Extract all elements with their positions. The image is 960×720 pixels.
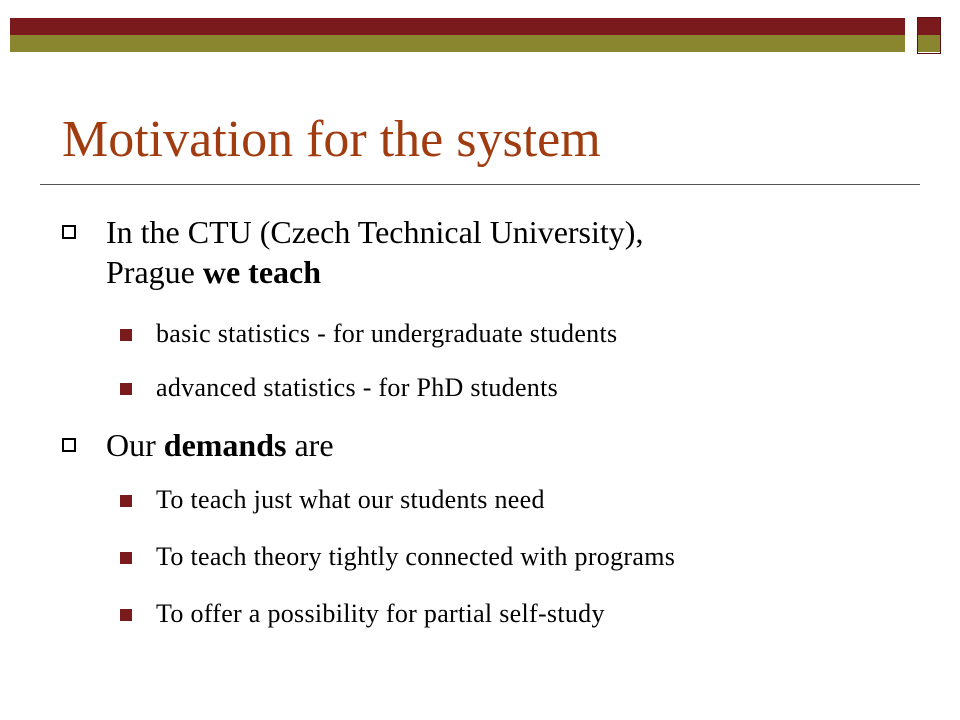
filled-square-bullet-icon [120, 609, 132, 621]
sub-bullet-self-study [156, 598, 605, 630]
bullet-teaching-line1: In the CTU (Czech Technical University), [106, 214, 644, 250]
bullet-teaching-emphasis: we teach [202, 254, 322, 290]
sub-bullet-advanced-statistics [156, 372, 558, 404]
sub-bullet-basic-statistics [156, 318, 617, 350]
bullet-demands-suffix: are [286, 427, 334, 463]
bullet-demands [106, 425, 866, 465]
filled-square-bullet-icon [120, 495, 132, 507]
filled-square-bullet-icon [120, 329, 132, 341]
sub-bullet-text: To teach just what our students need [156, 485, 545, 514]
sub-bullet-text: To offer a possibility for partial self-study [156, 599, 605, 628]
hollow-square-bullet-icon [62, 438, 76, 452]
slide-title: Motivation for the system [62, 111, 601, 168]
bullet-teaching-prague: Prague [106, 254, 203, 290]
filled-square-bullet-icon [120, 383, 132, 395]
bullet-teaching-line2 [106, 252, 866, 292]
sub-bullet-text: To teach theory tightly connected with programs [156, 542, 676, 571]
filled-square-bullet-icon [120, 552, 132, 564]
sub-bullet-text: advanced statistics - for PhD students [156, 373, 559, 402]
sub-bullet-text: basic statistics - for undergraduate students [156, 319, 618, 348]
sub-bullet-teach-theory [156, 541, 675, 573]
bullet-teaching [106, 212, 866, 292]
bullet-demands-emphasis: demands [163, 427, 287, 463]
hollow-square-bullet-icon [62, 225, 76, 239]
bullet-demands-prefix: Our [106, 427, 164, 463]
sub-bullet-teach-needs [156, 484, 545, 516]
